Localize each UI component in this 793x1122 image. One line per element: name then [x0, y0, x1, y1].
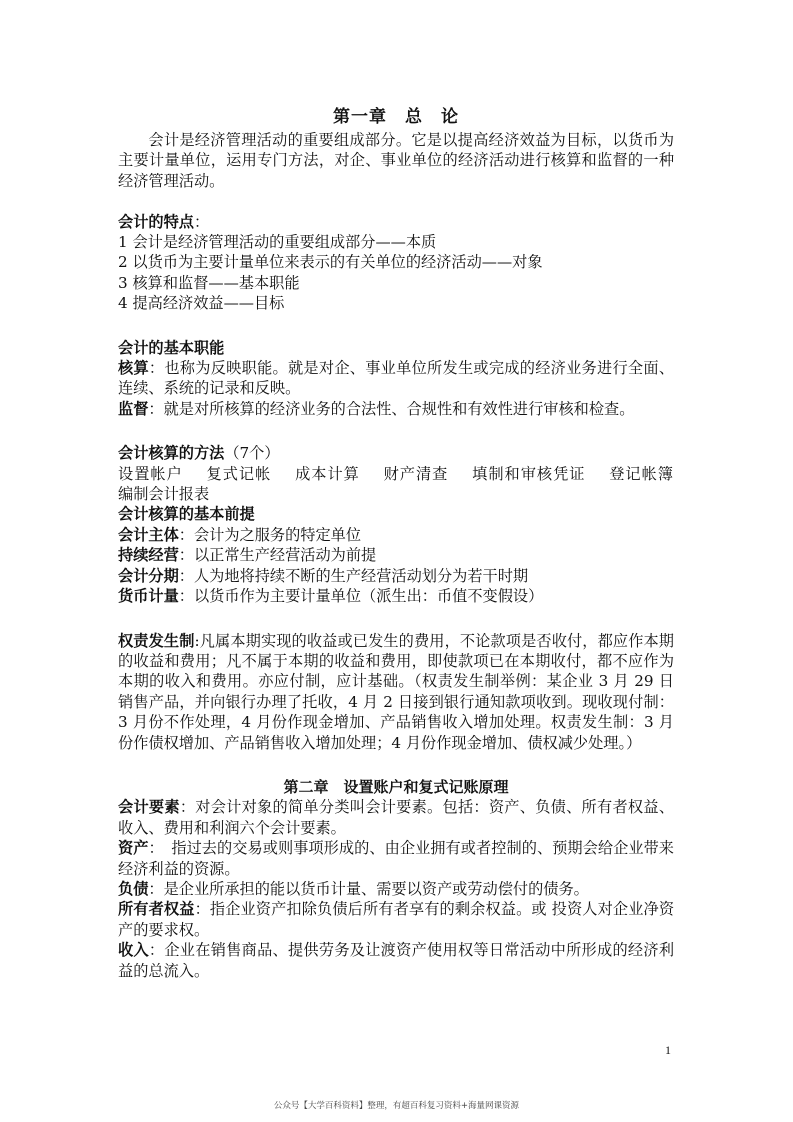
- functions-section: [118, 338, 674, 420]
- premise-text: ：人为地将持续不断的生产经营活动划分为若干时期: [178, 566, 529, 585]
- chapter-1-intro: 会计是经济管理活动的重要组成部分。它是以提高经济效益为目标，以货币为主要计量单位，运用专门方法，对企、事业单位的经济活动进行核算和监督的一种经济管理活动。: [118, 131, 674, 190]
- method-item: 登记帐簿: [609, 464, 674, 483]
- feature-item: 4 提高经济效益——目标: [118, 294, 285, 313]
- accrual-text: :凡属本期实现的收益或已发生的费用，不论款项是否收付，都应作本期的收益和费用；凡不属于本期的收益和费用，即使款项已在本期收付，都不应作为本期的收入和费用。亦应付制，应计基础。（权责发生制举例：某企业 3 月 29 日销售产品，并向银行办理了托收，4 月 2 日接到银行通知款项收到。现收现付制：3 月份不作处理，4 月份作现金增加、产品销售收入增加处理。权责发生制：3 月份作债权增加、产品销售收入增加处理；4 月份作现金增加、债权减少处理。）: [118, 631, 674, 752]
- accrual-term: 权责发生制: [118, 631, 195, 650]
- methods-heading: 会计核算的方法: [118, 444, 225, 463]
- spacer: [118, 753, 674, 777]
- method-item: 财产清查: [383, 464, 449, 483]
- page-number: 1: [665, 1043, 671, 1057]
- element-term: 会计要素: [118, 798, 180, 817]
- feature-item: 3 核算和监督——基本职能: [118, 273, 300, 292]
- elements-section: [118, 797, 674, 981]
- method-item-last: 编制会计报表: [118, 485, 210, 504]
- spacer: [118, 314, 674, 338]
- premise-item: [118, 566, 674, 586]
- premise-text: ：以货币作为主要计量单位（派生出：币值不变假设）: [178, 587, 544, 606]
- element-term: 负债: [118, 879, 149, 898]
- methods-heading-suffix: （7个）: [224, 444, 280, 463]
- element-item: [118, 838, 674, 879]
- element-text: ：指企业资产扣除负债后所有者享有的剩余权益。或 投资人对企业净资产的要求权。: [118, 900, 675, 939]
- spacer: [118, 191, 674, 211]
- features-heading: 会计的特点: [118, 212, 194, 231]
- premise-item: [118, 586, 674, 606]
- spacer: [118, 607, 674, 631]
- premise-item: [118, 545, 674, 565]
- premise-text: ：以正常生产经营活动为前提: [178, 546, 377, 565]
- method-item: 复式记帐: [206, 464, 272, 483]
- features-heading-suffix: ：: [193, 212, 210, 231]
- premise-term: 货币计量: [118, 587, 179, 606]
- premise-term: 持续经营: [118, 546, 179, 565]
- premises-heading: 会计核算的基本前提: [118, 505, 255, 524]
- element-item: [118, 797, 674, 838]
- accrual-section: [118, 631, 674, 753]
- function-text: ：也称为反映职能。就是对企、事业单位所发生或完成的经济业务进行全面、连续、系统的记录和反映。: [118, 359, 675, 398]
- function-text: ：就是对所核算的经济业务的合法性、合规性和有效性进行审核和检查。: [148, 399, 635, 418]
- features-section: [118, 212, 674, 314]
- spacer: [118, 419, 674, 443]
- element-item: [118, 940, 674, 981]
- feature-item: 1 会计是经济管理活动的重要组成部分——本质: [118, 233, 437, 252]
- element-text: ：是企业所承担的能以货币计量、需要以资产或劳动偿付的债务。: [148, 879, 589, 898]
- premises-section: [118, 504, 674, 606]
- premise-text: ：会计为之服务的特定单位: [178, 525, 361, 544]
- premise-item: [118, 525, 674, 545]
- function-item: [118, 399, 674, 419]
- premise-term: 会计分期: [118, 566, 179, 585]
- function-term: 核算: [118, 359, 149, 378]
- method-item: 填制和审核凭证: [472, 464, 586, 483]
- functions-heading: 会计的基本职能: [118, 338, 225, 357]
- element-text: ：对会计对象的简单分类叫会计要素。包括：资产、负债、所有者权益、收入、费用和利润六个会计要素。: [118, 798, 675, 837]
- footer-watermark: 公众号【大学百科资料】整理，有超百科复习资料+海量网课资源: [273, 1101, 520, 1111]
- method-item: 成本计算: [295, 464, 360, 483]
- feature-item: 2 以货币为主要计量单位来表示的有关单位的经济活动——对象: [118, 253, 543, 272]
- element-item: [118, 879, 674, 899]
- method-item: 设置帐户: [118, 464, 183, 483]
- premise-term: 会计主体: [118, 525, 179, 544]
- element-term: 资产: [118, 839, 149, 858]
- element-item: [118, 899, 674, 940]
- chapter-2-title: 第二章 设置账户和复式记账原理: [283, 777, 509, 796]
- function-term: 监督: [118, 399, 149, 418]
- element-text: ：企业在销售商品、提供劳务及让渡资产使用权等日常活动中所形成的经济利益的总流入。: [118, 941, 675, 980]
- chapter-1-title: 第一章 总 论: [333, 107, 459, 127]
- element-term: 所有者权益: [118, 900, 195, 919]
- function-item: [118, 358, 674, 399]
- page-content: [118, 104, 674, 981]
- element-text: ： 指过去的交易或则事项形成的、由企业拥有或者控制的、预期会给企业带来经济利益的资源。: [118, 839, 674, 878]
- methods-section: [118, 443, 674, 504]
- element-term: 收入: [118, 941, 149, 960]
- methods-list: [118, 464, 674, 484]
